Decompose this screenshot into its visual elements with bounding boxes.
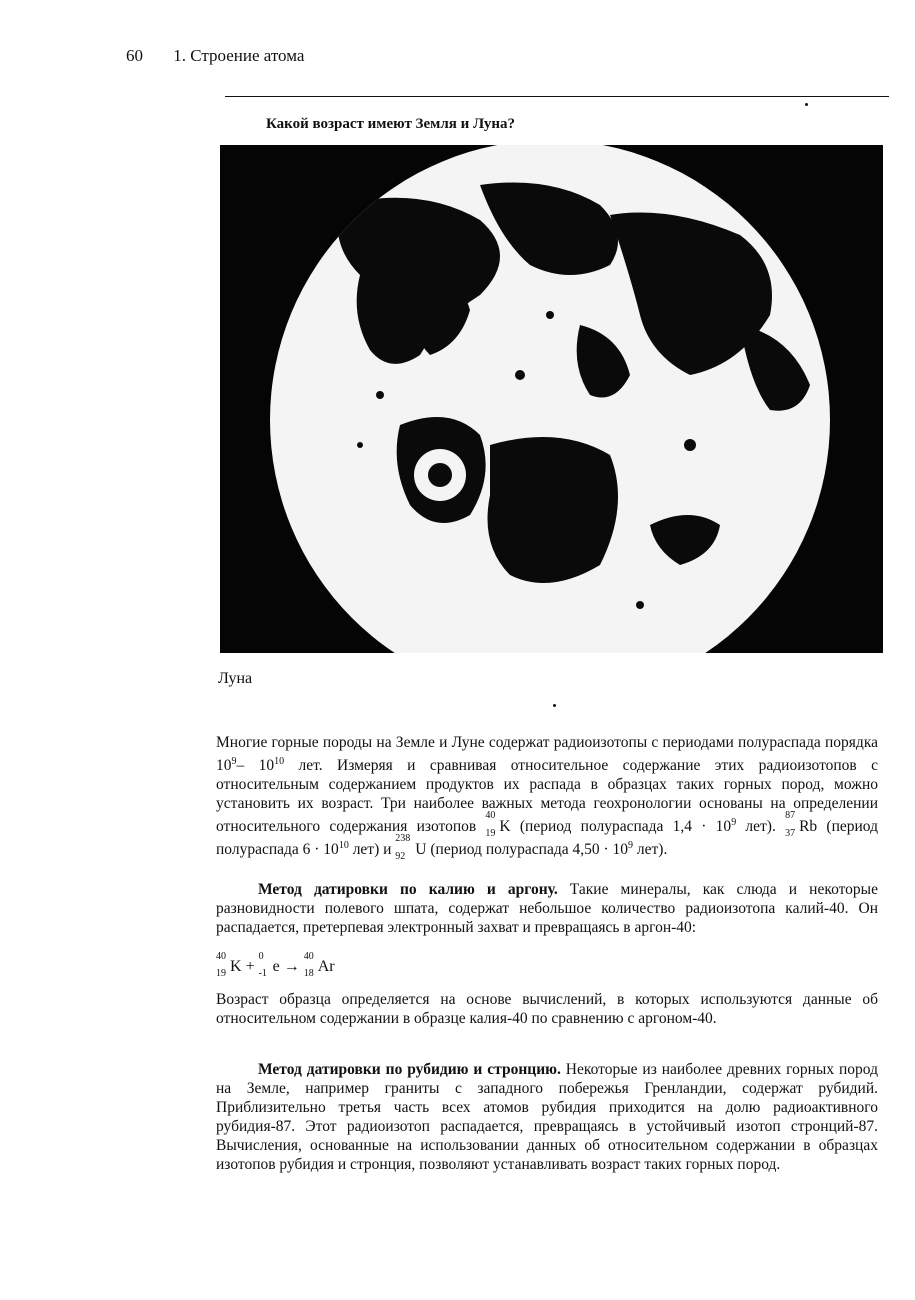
electron: 0 -1 e — [258, 951, 280, 979]
page-header — [126, 46, 304, 66]
text-run: – 10 — [236, 757, 275, 775]
page-number: 60 — [126, 46, 143, 65]
isotope-rb87: 87 37 Rb — [785, 810, 818, 840]
text-run: Некоторые из наиболее древних горных пород на Земле, например граниты с западного побережья Гренландии, содержат рубидий. Приблизительно третья часть всех атомов рубидия приходится на долю радиоактивного рубидия-87. Этот радиоизотоп распадается, превращаясь в устойчивый изотоп стронций-87. Вычисления, основанные на использовании данных об относительном содержании в образцах изотопов рубидия и стронция, позволяют устанавливать возраст таких горных пород. — [216, 1061, 878, 1173]
text-run: лет). — [736, 818, 786, 836]
moon-image — [220, 145, 883, 653]
text-run: (период полураспада 1,4 · 10 — [510, 818, 732, 836]
text-run: Многие горные породы на Земле и Луне содержат радиоизотопы с периодами полураспада порядка 10 — [216, 734, 878, 775]
header-rule — [225, 96, 889, 97]
speck-dot — [805, 103, 808, 106]
text-run: лет). — [633, 841, 668, 859]
speck-dot — [553, 704, 556, 707]
chapter-title: 1. Строение атома — [173, 46, 305, 65]
exponent: 9 — [731, 817, 737, 829]
isotope-u238: 238 92 U — [395, 833, 427, 863]
figure-caption: Луна — [218, 670, 253, 687]
exponent: 9 — [231, 756, 237, 767]
decay-equation: 40 19 K + 0 -1 e → 40 18 Ar — [216, 951, 335, 979]
isotope-k40: 40 19 K — [485, 810, 511, 840]
exponent: 10 — [274, 756, 285, 767]
text-run: лет) и — [348, 841, 396, 859]
text-run: (период полураспада 6 · 10 — [216, 818, 878, 859]
text-run: (период полураспада 4,50 · 10 — [426, 841, 629, 859]
section-heading: Метод датировки по калию и аргону. — [258, 881, 558, 898]
moon-photo — [220, 145, 883, 653]
arrow-icon: → — [279, 958, 304, 975]
paragraph-rb-sr — [216, 1060, 878, 1174]
section-heading: Метод датировки по рубидию и стронцию. — [258, 1061, 561, 1078]
isotope-ar40: 40 18 Ar — [303, 951, 335, 979]
paragraph-isotopes — [216, 733, 879, 863]
paragraph-k-ar — [216, 880, 878, 937]
exponent: 10 — [338, 840, 349, 852]
text-run: лет. Измеряя и сравнивая относительное содержание этих радиоизотопов с относительным содержанием продуктов их распада в образцах таких горных пород, можно установить их возраст. Три наиболее важных метода геохронологии основаны на определении относительного содержания изотопов — [216, 757, 879, 836]
isotope-k40: 40 19 K — [216, 951, 242, 979]
sidebar-title: Какой возраст имеют Земля и Луна? — [266, 116, 515, 132]
exponent: 9 — [628, 840, 634, 852]
paragraph-age: Возраст образца определяется на основе вычислений, в которых используются данные об относительном содержании в образце калия-40 по сравнению с аргоном-40. — [216, 991, 878, 1027]
text-run: Такие минералы, как слюда и некоторые разновидности полевого шпата, содержат небольшое количество радиоизотопа калий-40. Он распадается, претерпевая электронный захват и превращаясь в аргон-40: — [216, 881, 878, 936]
